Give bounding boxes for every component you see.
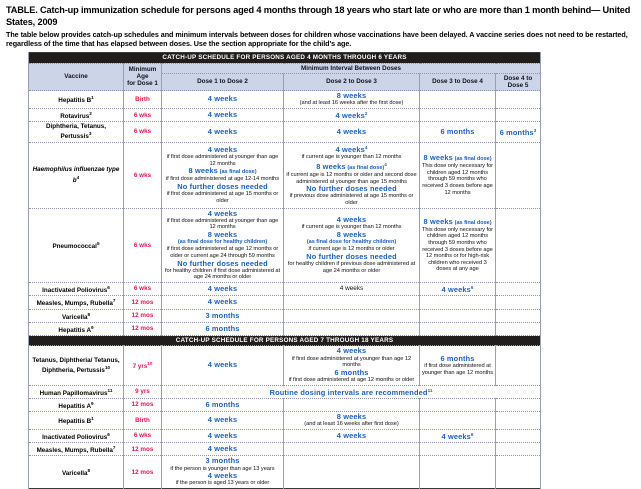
interval-dose3-4 xyxy=(420,208,496,282)
footnote-ref: 2 xyxy=(364,110,368,116)
interval-value: 4 weeks xyxy=(207,360,238,370)
interval-note: (and at least 16 weeks after the first dose) xyxy=(299,100,404,107)
footnote-ref: 5 xyxy=(96,241,100,247)
footnote-ref: 10 xyxy=(104,364,111,370)
interval-value: 4 weeks xyxy=(336,346,367,356)
interval-dose1-2 xyxy=(162,346,284,385)
interval-note: if first dose administered at younger than age 12 months xyxy=(421,362,494,376)
vaccine-label: Diphtheria, Tetanus, Pertussis xyxy=(45,123,107,141)
interval-dose4-5 xyxy=(496,296,541,309)
interval-dose2-3 xyxy=(284,282,420,295)
table-row xyxy=(29,208,541,282)
min-age-value: 6 wks xyxy=(124,142,162,208)
footnote-ref: 7 xyxy=(112,298,116,304)
vaccine-label: Varicella xyxy=(61,313,88,321)
interval-qualifier: (as final dose) xyxy=(219,169,257,176)
interval-dose1-2 xyxy=(162,208,284,282)
table-row xyxy=(29,122,541,143)
interval-value: 8 weeks xyxy=(423,153,453,163)
vaccine-label: Inactivated Poliovirus xyxy=(42,433,108,441)
footnote-ref: 6 xyxy=(470,431,474,437)
interval-value: 6 months xyxy=(440,126,475,136)
vaccine-name xyxy=(29,429,124,442)
banner-young-label: CATCH-UP SCHEDULE FOR PERSONS AGED 4 MONTHS THROUGH 6 YEARS xyxy=(29,53,541,63)
vaccine-name xyxy=(29,282,124,295)
vaccine-label: Inactivated Poliovirus xyxy=(42,287,108,295)
col-header-dose4-5: Dose 4 to Dose 5 xyxy=(496,73,541,90)
min-age-line2: for Dose 1 xyxy=(127,80,158,88)
interval-dose4-5 xyxy=(496,122,541,143)
interval-value: No further doses needed xyxy=(177,182,268,192)
vaccine-name xyxy=(29,456,124,489)
footnote-ref: 3 xyxy=(88,131,92,137)
interval-value: 8 weeks xyxy=(336,412,367,422)
interval-dose3-4 xyxy=(420,122,496,143)
interval-note: if first dose administered at age 12 months or older or current age 24 through 59 months xyxy=(166,246,279,259)
interval-value: 4 weeks xyxy=(335,144,365,154)
table-row xyxy=(29,412,541,430)
interval-dose2-3 xyxy=(284,443,420,456)
interval-dose3-4 xyxy=(420,91,496,109)
interval-dose3-4 xyxy=(420,142,496,208)
interval-dose2-3 xyxy=(284,398,420,411)
page-title: TABLE. Catch-up immunization schedule for persons aged 4 months through 18 years who start late or who are more than 1 month behind— United States, 2009 xyxy=(6,5,631,27)
interval-value: 8 weeks xyxy=(188,166,218,176)
interval-note: if first dose administered at younger than age 12 months xyxy=(166,217,279,231)
banner-row-young xyxy=(29,53,541,63)
interval-qualifier: (as final dose for healthy children) xyxy=(177,239,268,246)
min-age-value: 6 wks xyxy=(124,122,162,143)
vaccine-label: Varicella xyxy=(61,470,88,478)
min-age-value: 12 mos xyxy=(124,309,162,322)
table-row xyxy=(29,346,541,385)
interval-value: 6 months xyxy=(205,323,240,333)
interval-dose2-3 xyxy=(284,429,420,442)
interval-note: if first dose administered at age 12-14 months xyxy=(165,176,280,183)
interval-value: 4 weeks xyxy=(207,283,238,293)
interval-dose4-5 xyxy=(496,108,541,121)
table-row xyxy=(29,282,541,295)
interval-dose4-5 xyxy=(496,208,541,282)
vaccine-name xyxy=(29,208,124,282)
interval-note: for healthy children if previous dose administered at age 24 months or older xyxy=(287,261,416,274)
interval-value: 8 weeks xyxy=(423,216,453,226)
vaccine-name xyxy=(29,398,124,411)
age-value: 7 yrs xyxy=(132,363,148,371)
banner-old-label: CATCH-UP SCHEDULE FOR PERSONS AGED 7 THROUGH 18 YEARS xyxy=(29,336,541,346)
min-age-value: 12 mos xyxy=(124,443,162,456)
interval-dose2-3 xyxy=(284,322,420,335)
table-row xyxy=(29,296,541,309)
vaccine-name xyxy=(29,309,124,322)
interval-value: 4 weeks xyxy=(207,126,238,136)
interval-routine-dosing xyxy=(162,385,541,398)
interval-value: 4 weeks xyxy=(207,297,238,307)
interval-dose1-2 xyxy=(162,296,284,309)
vaccine-label: Hepatitis B xyxy=(58,418,92,426)
min-age-value xyxy=(124,346,162,385)
footnote-ref: 10 xyxy=(147,361,153,367)
footnote-ref: 1 xyxy=(91,416,94,422)
vaccine-label: Hepatitis B xyxy=(58,97,92,105)
interval-value: 4 weeks xyxy=(335,111,365,121)
interval-value: 4 weeks xyxy=(336,126,367,136)
vaccine-name xyxy=(29,296,124,309)
table-row xyxy=(29,322,541,335)
interval-note: This dose only necessary for children aged 12 months through 59 months who received 3 doses before age 12 months or for high-risk children who received 3 doses at any age xyxy=(422,226,493,273)
footnote-ref: 2 xyxy=(89,110,92,116)
footnote-ref: 6 xyxy=(107,431,110,437)
interval-dose4-5 xyxy=(496,456,541,489)
min-age-value: 12 mos xyxy=(124,456,162,489)
interval-value: 4 weeks xyxy=(339,285,364,293)
table-row xyxy=(29,142,541,208)
interval-dose4-5 xyxy=(496,309,541,322)
vaccine-name xyxy=(29,91,124,109)
footnote-ref: 11 xyxy=(427,387,433,393)
interval-dose2-3 xyxy=(284,208,420,282)
interval-value: 4 weeks xyxy=(207,110,238,120)
interval-value: 8 weeks xyxy=(207,229,238,239)
table-row xyxy=(29,91,541,109)
interval-dose3-4 xyxy=(420,456,496,489)
interval-dose2-3 xyxy=(284,309,420,322)
interval-dose1-2 xyxy=(162,398,284,411)
interval-note: if first dose administered at age 15 months or older xyxy=(166,191,279,204)
interval-value: 4 weeks xyxy=(207,471,238,481)
interval-value: 4 weeks xyxy=(441,285,471,295)
table-row xyxy=(29,385,541,398)
table-row xyxy=(29,309,541,322)
interval-dose3-4 xyxy=(420,443,496,456)
header-row-top xyxy=(29,63,541,73)
vaccine-label: Tetanus, Diphtheria/ Tetanus, Diphtheria, Pertussis xyxy=(32,356,120,374)
footnote-ref: 1 xyxy=(91,95,94,101)
interval-dose2-3 xyxy=(284,296,420,309)
interval-value: 4 weeks xyxy=(441,431,471,441)
footnote-ref: 8 xyxy=(87,468,91,474)
interval-dose1-2 xyxy=(162,443,284,456)
footnote-ref: 9 xyxy=(91,324,94,330)
interval-dose1-2 xyxy=(162,429,284,442)
interval-dose4-5 xyxy=(496,346,541,385)
interval-dose2-3 xyxy=(284,108,420,121)
interval-note: if current age is younger than 12 months xyxy=(301,224,402,231)
interval-value: 4 weeks xyxy=(207,415,238,425)
min-age-value: 6 wks xyxy=(124,108,162,121)
col-header-min-age xyxy=(124,63,162,91)
vaccine-name xyxy=(29,412,124,430)
interval-note: if first dose administered at younger than age 12 months xyxy=(166,154,279,167)
interval-note: if the person is younger than age 13 years xyxy=(170,465,275,472)
interval-dose1-2 xyxy=(162,309,284,322)
vaccine-label: Hepatitis A xyxy=(58,402,92,410)
vaccine-name xyxy=(29,385,124,398)
footnote-ref: 9 xyxy=(91,400,94,406)
interval-dose2-3 xyxy=(284,412,420,430)
table-row xyxy=(29,443,541,456)
interval-note: if the person is aged 13 years or older xyxy=(175,480,270,487)
footnote-ref: 7 xyxy=(112,445,116,451)
catchup-schedule-table xyxy=(28,52,541,489)
interval-dose4-5 xyxy=(496,398,541,411)
footnote-ref: 11 xyxy=(107,387,113,393)
interval-dose1-2 xyxy=(162,108,284,121)
interval-dose3-4 xyxy=(420,346,496,385)
banner-row-old xyxy=(29,336,541,346)
interval-dose2-3 xyxy=(284,122,420,143)
table-row xyxy=(29,398,541,411)
vaccine-name xyxy=(29,142,124,208)
min-age-value: 12 mos xyxy=(124,296,162,309)
vaccine-label: Human Papillomavirus xyxy=(39,389,108,397)
interval-note: if first dose administered at younger than age 12 months xyxy=(291,355,412,369)
interval-dose3-4 xyxy=(420,429,496,442)
interval-note: This dose only necessary for children aged 12 months through 59 months who received 3 doses before age 12 months xyxy=(422,163,493,196)
vaccine-label: Pneumococcal xyxy=(52,243,97,251)
interval-dose4-5 xyxy=(496,142,541,208)
vaccine-name xyxy=(29,322,124,335)
table-body xyxy=(29,53,541,489)
interval-dose3-4 xyxy=(420,412,496,430)
footnote-ref: 4 xyxy=(364,144,368,150)
interval-qualifier: (as final dose) xyxy=(454,219,492,226)
col-header-vaccine: Vaccine xyxy=(29,63,124,91)
min-age-value: 6 wks xyxy=(124,282,162,295)
interval-value: 6 months xyxy=(499,127,534,137)
vaccine-name xyxy=(29,122,124,143)
intro-paragraph: The table below provides catch-up schedules and minimum intervals between doses for children whose vaccinations have been delayed. A vaccine series does not need to be restarted, regardless of the time that has elapsed between doses. Use the section appropriate for the child's age. xyxy=(6,30,628,48)
table-row xyxy=(29,456,541,489)
interval-dose3-4 xyxy=(420,296,496,309)
vaccine-name xyxy=(29,108,124,121)
interval-dose4-5 xyxy=(496,282,541,295)
footnote-ref: 6 xyxy=(470,284,474,290)
footnote-ref: 3 xyxy=(533,127,537,133)
interval-dose2-3 xyxy=(284,91,420,109)
interval-value: 4 weeks xyxy=(207,144,238,154)
interval-value: 6 months xyxy=(205,399,240,409)
min-age-value: 9 yrs xyxy=(124,385,162,398)
interval-note: if current age is younger than 12 months xyxy=(301,154,402,161)
footnote-ref: 8 xyxy=(87,311,91,317)
interval-note: if current age is 12 months or older and second dose administered at younger than age 15 months xyxy=(286,171,417,185)
footnote-ref: 4 xyxy=(384,161,387,167)
interval-dose3-4 xyxy=(420,108,496,121)
interval-dose3-4 xyxy=(420,322,496,335)
footnote-ref: 4 xyxy=(76,174,80,180)
interval-dose3-4 xyxy=(420,398,496,411)
interval-dose1-2 xyxy=(162,412,284,430)
table-row xyxy=(29,108,541,121)
interval-note: if first dose administered at age 12 months or older xyxy=(288,376,415,383)
min-age-value: Birth xyxy=(124,91,162,109)
interval-dose1-2 xyxy=(162,142,284,208)
interval-dose2-3 xyxy=(284,142,420,208)
vaccine-label: Measles, Mumps, Rubella xyxy=(36,300,113,308)
col-header-dose2-3: Dose 2 to Dose 3 xyxy=(284,73,420,90)
interval-dose4-5 xyxy=(496,429,541,442)
min-age-value: 12 mos xyxy=(124,398,162,411)
col-header-dose1-2: Dose 1 to Dose 2 xyxy=(162,73,284,90)
interval-value: 8 weeks xyxy=(336,229,367,239)
min-age-line1: Minimum Age xyxy=(128,66,157,81)
interval-qualifier: (as final dose) xyxy=(454,156,492,163)
vaccine-name xyxy=(29,346,124,385)
min-age-value: 6 wks xyxy=(124,429,162,442)
min-age-value: 6 wks xyxy=(124,208,162,282)
interval-dose1-2 xyxy=(162,322,284,335)
interval-dose4-5 xyxy=(496,412,541,430)
interval-dose2-3 xyxy=(284,346,420,385)
interval-value: 3 months xyxy=(205,310,240,320)
vaccine-label: Haemophilus influenzae type b xyxy=(32,166,120,184)
interval-note: for healthy children if first dose administered at age 24 months or older xyxy=(164,267,281,281)
interval-value: 4 weeks xyxy=(207,444,238,454)
interval-value: 8 weeks xyxy=(336,91,367,101)
vaccine-label: Measles, Mumps, Rubella xyxy=(36,447,113,455)
interval-value: 4 weeks xyxy=(207,208,238,218)
interval-dose1-2 xyxy=(162,122,284,143)
interval-value: 4 weeks xyxy=(207,430,238,440)
vaccine-name xyxy=(29,443,124,456)
interval-value: No further doses needed xyxy=(177,258,268,268)
vaccine-label: Hepatitis A xyxy=(58,326,92,334)
interval-dose1-2 xyxy=(162,456,284,489)
interval-value: 6 months xyxy=(440,353,475,363)
interval-value: No further doses needed xyxy=(306,251,397,261)
interval-value: No further doses needed xyxy=(306,184,397,194)
vaccine-label: Rotavirus xyxy=(60,113,90,121)
interval-note: if previous dose administered at age 15 months or older xyxy=(289,193,414,206)
interval-dose1-2 xyxy=(162,91,284,109)
min-age-value: Birth xyxy=(124,412,162,430)
interval-value: Routine dosing intervals are recommended xyxy=(269,387,428,397)
interval-value: 6 months xyxy=(334,367,369,377)
interval-note: if current age is 12 months or older xyxy=(308,246,395,253)
interval-note: (and at least 16 weeks after first dose) xyxy=(304,421,399,428)
interval-dose1-2 xyxy=(162,282,284,295)
footnote-ref: 6 xyxy=(107,284,110,290)
interval-dose2-3 xyxy=(284,456,420,489)
interval-dose4-5 xyxy=(496,322,541,335)
interval-dose4-5 xyxy=(496,91,541,109)
col-header-dose3-4: Dose 3 to Dose 4 xyxy=(420,73,496,90)
interval-value: 3 months xyxy=(205,456,240,466)
interval-dose3-4 xyxy=(420,282,496,295)
interval-value: 8 weeks xyxy=(316,161,346,171)
interval-dose4-5 xyxy=(496,443,541,456)
col-header-min-interval: Minimum Interval Between Doses xyxy=(162,63,541,73)
interval-qualifier: (as final dose) xyxy=(347,164,385,171)
interval-value: 4 weeks xyxy=(207,94,238,104)
interval-value: 4 weeks xyxy=(336,215,367,225)
interval-dose3-4 xyxy=(420,309,496,322)
table-row xyxy=(29,429,541,442)
min-age-value: 12 mos xyxy=(124,322,162,335)
interval-qualifier: (as final dose for healthy children) xyxy=(306,239,397,246)
interval-value: 4 weeks xyxy=(336,430,367,440)
